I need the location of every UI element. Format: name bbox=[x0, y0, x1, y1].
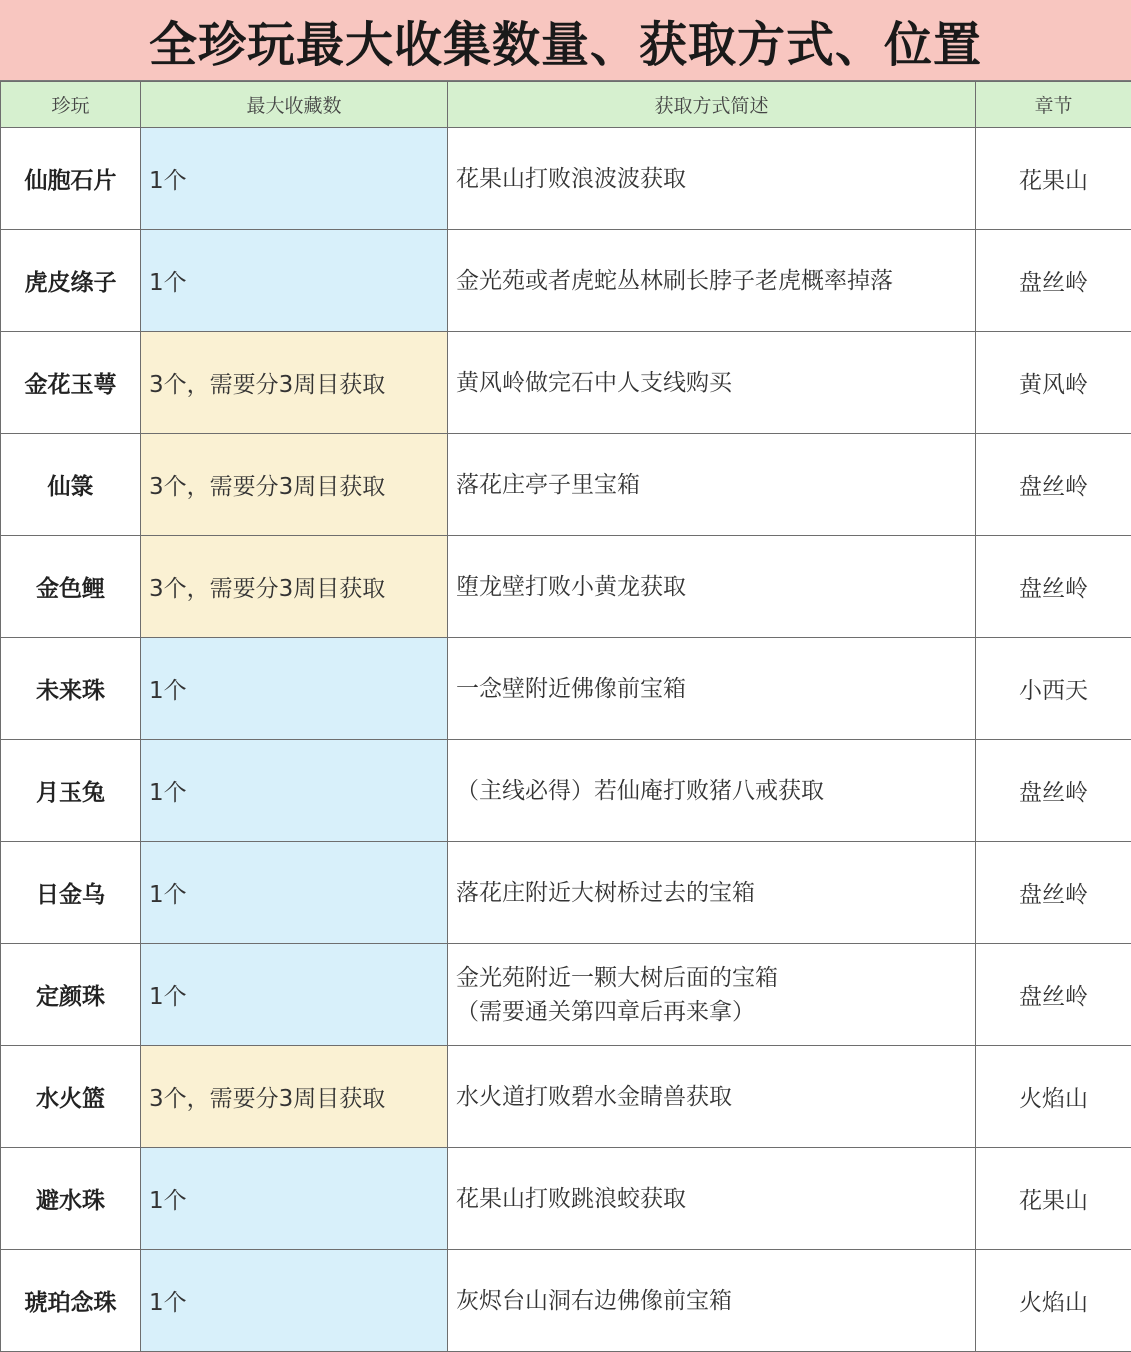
chapter-cell: 盘丝岭 bbox=[976, 944, 1131, 1046]
table-row bbox=[1, 944, 1131, 1046]
chapter-cell: 小西天 bbox=[976, 638, 1131, 740]
method-line: 一念壁附近佛像前宝箱 bbox=[456, 672, 975, 706]
table-row bbox=[1, 638, 1131, 740]
item-name-cell: 避水珠 bbox=[1, 1148, 141, 1250]
max-count-cell: 1个 bbox=[141, 842, 448, 944]
collectibles-table bbox=[0, 81, 1131, 1352]
chapter-cell: 花果山 bbox=[976, 1148, 1131, 1250]
item-name-cell: 月玉兔 bbox=[1, 740, 141, 842]
item-name-cell: 未来珠 bbox=[1, 638, 141, 740]
chapter-cell: 盘丝岭 bbox=[976, 842, 1131, 944]
page-title: 全珍玩最大收集数量、获取方式、位置 bbox=[0, 0, 1131, 81]
max-count-cell: 1个 bbox=[141, 740, 448, 842]
chapter-cell: 花果山 bbox=[976, 128, 1131, 230]
table-row bbox=[1, 128, 1131, 230]
method-cell bbox=[448, 1046, 976, 1148]
max-count-cell: 3个，需要分3周目获取 bbox=[141, 1046, 448, 1148]
table-row bbox=[1, 1148, 1131, 1250]
table-row bbox=[1, 842, 1131, 944]
header-max-count: 最大收藏数 bbox=[141, 82, 448, 128]
method-cell bbox=[448, 1148, 976, 1250]
max-count-cell: 3个，需要分3周目获取 bbox=[141, 434, 448, 536]
max-count-cell: 1个 bbox=[141, 230, 448, 332]
method-cell bbox=[448, 434, 976, 536]
header-method: 获取方式简述 bbox=[448, 82, 976, 128]
method-cell bbox=[448, 1250, 976, 1352]
header-chapter: 章节 bbox=[976, 82, 1131, 128]
chapter-cell: 盘丝岭 bbox=[976, 740, 1131, 842]
max-count-cell: 1个 bbox=[141, 1148, 448, 1250]
item-name-cell: 琥珀念珠 bbox=[1, 1250, 141, 1352]
header-item: 珍玩 bbox=[1, 82, 141, 128]
method-line: （需要通关第四章后再来拿） bbox=[456, 995, 975, 1029]
chapter-cell: 黄风岭 bbox=[976, 332, 1131, 434]
item-name-cell: 金花玉萼 bbox=[1, 332, 141, 434]
table-row bbox=[1, 1046, 1131, 1148]
method-line: 水火道打败碧水金睛兽获取 bbox=[456, 1080, 975, 1114]
table-row bbox=[1, 740, 1131, 842]
table-row bbox=[1, 434, 1131, 536]
method-cell bbox=[448, 128, 976, 230]
max-count-cell: 1个 bbox=[141, 944, 448, 1046]
table-row bbox=[1, 536, 1131, 638]
method-line: 灰烬台山洞右边佛像前宝箱 bbox=[456, 1284, 975, 1318]
method-cell bbox=[448, 944, 976, 1046]
method-cell bbox=[448, 842, 976, 944]
item-name-cell: 金色鲤 bbox=[1, 536, 141, 638]
item-name-cell: 仙箓 bbox=[1, 434, 141, 536]
method-line: 堕龙壁打败小黄龙获取 bbox=[456, 570, 975, 604]
method-cell bbox=[448, 638, 976, 740]
max-count-cell: 1个 bbox=[141, 128, 448, 230]
item-name-cell: 水火篮 bbox=[1, 1046, 141, 1148]
method-cell bbox=[448, 230, 976, 332]
method-line: 金光苑附近一颗大树后面的宝箱 bbox=[456, 961, 975, 995]
max-count-cell: 1个 bbox=[141, 1250, 448, 1352]
max-count-cell: 3个，需要分3周目获取 bbox=[141, 332, 448, 434]
method-line: 花果山打败跳浪蛟获取 bbox=[456, 1182, 975, 1216]
chapter-cell: 盘丝岭 bbox=[976, 230, 1131, 332]
max-count-cell: 1个 bbox=[141, 638, 448, 740]
method-cell bbox=[448, 740, 976, 842]
table-row bbox=[1, 1250, 1131, 1352]
method-cell bbox=[448, 536, 976, 638]
item-name-cell: 虎皮绦子 bbox=[1, 230, 141, 332]
table-row bbox=[1, 230, 1131, 332]
chapter-cell: 盘丝岭 bbox=[976, 434, 1131, 536]
table-row bbox=[1, 332, 1131, 434]
item-name-cell: 仙胞石片 bbox=[1, 128, 141, 230]
method-line: 花果山打败浪波波获取 bbox=[456, 162, 975, 196]
table-header-row bbox=[1, 82, 1131, 128]
table-body bbox=[1, 128, 1131, 1352]
chapter-cell: 火焰山 bbox=[976, 1250, 1131, 1352]
method-line: （主线必得）若仙庵打败猪八戒获取 bbox=[456, 774, 975, 808]
chapter-cell: 火焰山 bbox=[976, 1046, 1131, 1148]
method-line: 落花庄附近大树桥过去的宝箱 bbox=[456, 876, 975, 910]
method-line: 落花庄亭子里宝箱 bbox=[456, 468, 975, 502]
item-name-cell: 日金乌 bbox=[1, 842, 141, 944]
item-name-cell: 定颜珠 bbox=[1, 944, 141, 1046]
chapter-cell: 盘丝岭 bbox=[976, 536, 1131, 638]
method-cell bbox=[448, 332, 976, 434]
max-count-cell: 3个，需要分3周目获取 bbox=[141, 536, 448, 638]
method-line: 黄风岭做完石中人支线购买 bbox=[456, 366, 975, 400]
method-line: 金光苑或者虎蛇丛林刷长脖子老虎概率掉落 bbox=[456, 264, 975, 298]
